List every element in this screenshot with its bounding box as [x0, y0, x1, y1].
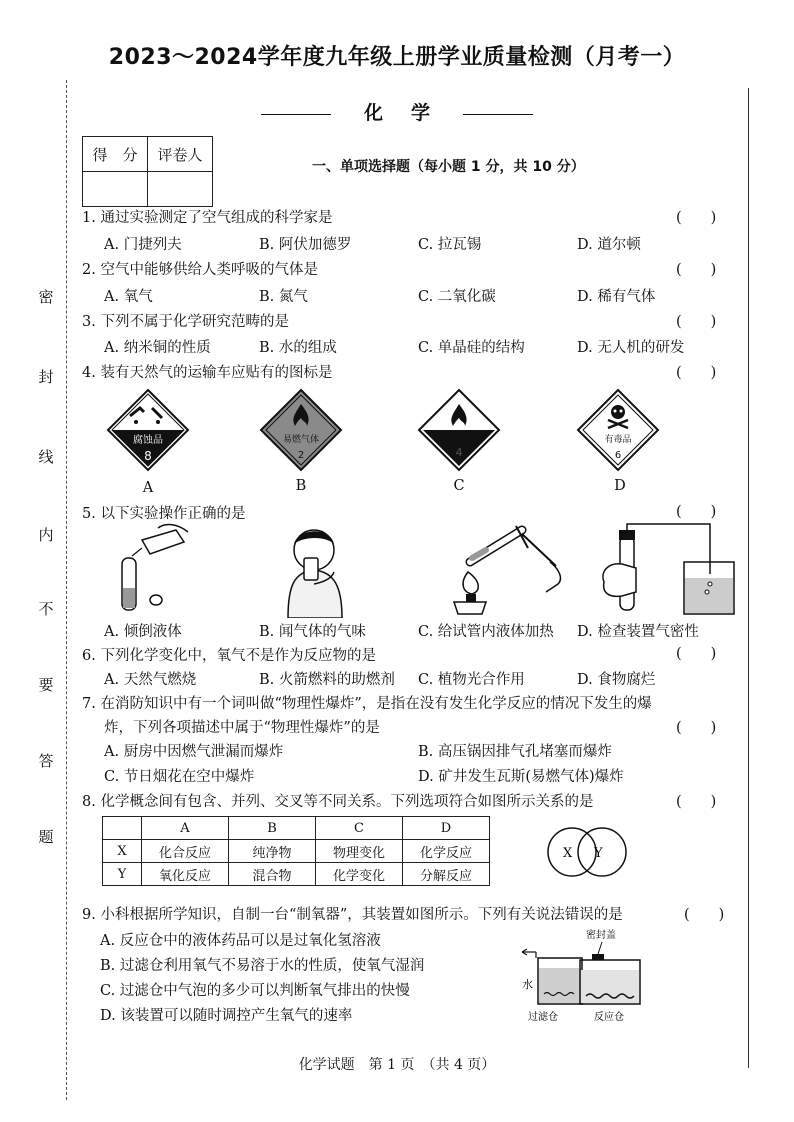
option: B. 氮气	[259, 289, 308, 305]
question-stem: 2. 空气中能够供给人类呼吸的气体是	[82, 262, 318, 278]
option: B. 水的组成	[259, 340, 337, 356]
table-header: B	[229, 817, 316, 840]
sign-number: 4	[455, 446, 463, 459]
table-cell: 氧化反应	[142, 863, 229, 886]
table-header: A	[142, 817, 229, 840]
toxic-sign-icon	[578, 390, 658, 470]
question-stem: 3. 下列不属于化学研究范畴的是	[82, 314, 289, 330]
answer-blank[interactable]: ( )	[676, 504, 717, 520]
sign-label: 易燃气体	[282, 435, 320, 445]
smelling-gas-icon	[288, 530, 342, 618]
sign-label: 腐蚀品	[133, 435, 163, 446]
table-cell: 混合物	[229, 863, 316, 886]
venn-label-x: X	[563, 846, 573, 861]
option: A. 倾倒液体	[104, 624, 182, 640]
option: A. 纳米铜的性质	[104, 340, 211, 356]
question-stem-continued: 炸，下列各项描述中属于“物理性爆炸”的是	[104, 720, 380, 736]
lid-label: 密封盖	[586, 930, 616, 941]
divider	[463, 114, 533, 115]
option: C. 过滤仓中气泡的多少可以判断氧气排出的快慢	[100, 983, 410, 999]
option: D. 无人机的研发	[577, 340, 685, 356]
question-stem: 7. 在消防知识中有一个词叫做“物理性爆炸”，是指在没有发生化学反应的情况下发生的爆	[82, 696, 652, 712]
sign-number: 6	[614, 450, 622, 461]
reaction-chamber-label: 反应仓	[594, 1012, 624, 1023]
pouring-liquid-icon	[122, 525, 188, 610]
table-header: C	[316, 817, 403, 840]
question-stem: 9. 小科根据所学知识，自制一台“制氧器”，其装置如图所示。下列有关说法错误的是	[82, 907, 623, 923]
hazard-signs	[100, 388, 740, 472]
sign-number: 8	[144, 449, 152, 463]
divider	[261, 114, 331, 115]
question-stem: 1. 通过实验测定了空气组成的科学家是	[82, 210, 333, 226]
option: A. 反应仓中的液体药品可以是过氧化氢溶液	[100, 933, 381, 949]
option: C. 拉瓦锡	[418, 237, 482, 253]
page-title: 2023～2024学年度九年级上册学业质量检测（月考一）	[108, 45, 686, 70]
grader-cell[interactable]	[148, 172, 213, 207]
heating-test-tube-icon	[454, 526, 560, 614]
air-tightness-check-icon	[603, 524, 734, 614]
water-label: 水	[522, 978, 533, 991]
page-border-line	[748, 88, 749, 1068]
seal-char: 不	[38, 600, 54, 618]
answer-blank[interactable]: ( )	[676, 720, 717, 736]
subject-char: 学	[411, 102, 431, 124]
option: D. 检查装置气密性	[577, 624, 699, 640]
seal-char: 要	[38, 676, 54, 694]
table-cell: 纯净物	[229, 840, 316, 863]
option: B. 高压锅因排气孔堵塞而爆炸	[418, 744, 612, 760]
corrosive-sign-icon	[108, 390, 188, 470]
option: C. 节日烟花在空中爆炸	[104, 769, 255, 785]
option-label: B	[295, 478, 307, 494]
subject-heading	[0, 98, 794, 125]
sign-label: 有毒品	[604, 435, 632, 445]
option: A. 厨房中因燃气泄漏而爆炸	[104, 744, 284, 760]
seal-char: 内	[38, 526, 54, 544]
sign-number: 2	[297, 450, 305, 461]
option: D. 食物腐烂	[577, 672, 656, 688]
table-cell	[103, 817, 142, 840]
option: B. 闻气体的气味	[259, 624, 366, 640]
filter-chamber-label: 过滤仓	[528, 1012, 558, 1023]
score-header: 得 分	[83, 137, 148, 172]
question-stem: 8. 化学概念间有包含、并列、交叉等不同关系。下列选项符合如图所示关系的是	[82, 794, 594, 810]
table-cell: 分解反应	[403, 863, 490, 886]
seal-line	[66, 80, 67, 1100]
answer-blank[interactable]: ( )	[676, 365, 717, 381]
answer-blank[interactable]: ( )	[676, 314, 717, 330]
answer-blank[interactable]: ( )	[684, 907, 725, 923]
answer-blank[interactable]: ( )	[676, 210, 717, 226]
option: C. 二氧化碳	[418, 289, 496, 305]
score-cell[interactable]	[83, 172, 148, 207]
seal-char: 密	[38, 288, 54, 306]
option-label: A	[142, 480, 154, 496]
option: A. 门捷列夫	[104, 237, 182, 253]
option: D. 矿井发生瓦斯(易燃气体)爆炸	[418, 769, 624, 785]
answer-blank[interactable]: ( )	[676, 794, 717, 810]
seal-char: 封	[38, 368, 54, 386]
grader-header: 评卷人	[148, 137, 213, 172]
table-cell: 化学变化	[316, 863, 403, 886]
option: A. 天然气燃烧	[104, 672, 197, 688]
score-table	[82, 136, 213, 207]
option: D. 该装置可以随时调控产生氧气的速率	[100, 1008, 353, 1024]
seal-char: 线	[38, 448, 54, 466]
table-cell: X	[103, 840, 142, 863]
answer-blank[interactable]: ( )	[676, 262, 717, 278]
table-cell: 化合反应	[142, 840, 229, 863]
option: D. 道尔顿	[577, 237, 641, 253]
seal-char: 题	[38, 828, 54, 846]
seal-char: 答	[38, 752, 54, 770]
answer-blank[interactable]: ( )	[676, 646, 717, 662]
section-heading: 一、单项选择题（每小题 1 分，共 10 分）	[312, 159, 585, 175]
question-stem: 5. 以下实验操作正确的是	[82, 506, 246, 522]
table-cell: Y	[103, 863, 142, 886]
table-cell: 物理变化	[316, 840, 403, 863]
venn-diagram	[542, 824, 634, 880]
page-footer: 化学试题 第 1 页 （共 4 页）	[298, 1057, 496, 1073]
relation-table	[102, 816, 490, 886]
oxygen-generator-diagram	[518, 924, 648, 1024]
option: B. 阿伏加德罗	[259, 237, 352, 253]
option: C. 给试管内液体加热	[418, 624, 554, 640]
subject-char: 化	[363, 102, 383, 124]
option: B. 过滤仓利用氧气不易溶于水的性质，使氧气湿润	[100, 958, 425, 974]
dangerous-when-wet-sign-icon	[419, 390, 499, 470]
flammable-gas-sign-icon	[261, 390, 341, 470]
option: D. 稀有气体	[577, 289, 656, 305]
table-cell: 化学反应	[403, 840, 490, 863]
venn-label-y: Y	[594, 846, 603, 861]
option: B. 火箭燃料的助燃剂	[259, 672, 395, 688]
question-stem: 6. 下列化学变化中，氧气不是作为反应物的是	[82, 648, 376, 664]
option-label: D	[614, 478, 626, 494]
option: C. 单晶硅的结构	[418, 340, 525, 356]
option: C. 植物光合作用	[418, 672, 525, 688]
option: A. 氧气	[104, 289, 153, 305]
lab-operations	[96, 522, 746, 618]
table-header: D	[403, 817, 490, 840]
option-label: C	[453, 478, 465, 494]
question-stem: 4. 装有天然气的运输车应贴有的图标是	[82, 365, 333, 381]
